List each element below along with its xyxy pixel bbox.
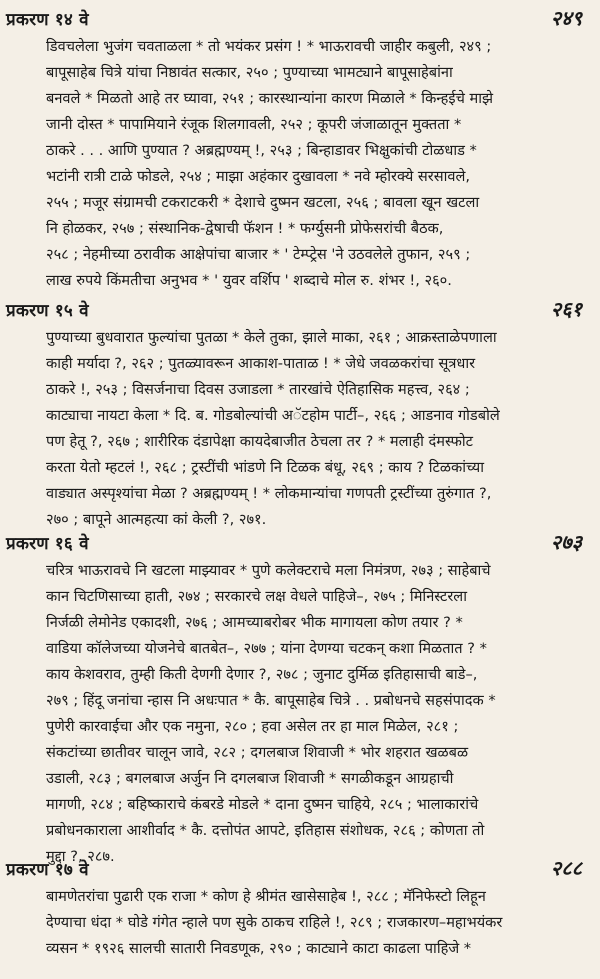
chapter-17 bbox=[6, 854, 582, 979]
summary-line: देण्याचा धंदा * घोडे गंगेत न्हाले पण सुके ठाकच राहिले !, २८९ ; राजकारण–महाभयंकर bbox=[46, 914, 503, 931]
summary-line: २५५ ; मजूर संग्रामची टकराटकरी * देशाचे दुष्मन खटला, २५६ ; बावला खून खटला bbox=[46, 194, 480, 211]
summary-line: उडाली, २८३ ; बगलबाज अर्जुन नि दगलबाज शिवाजी * सगळीकडून आग्रहाची bbox=[46, 770, 454, 787]
summary-line: बनवले * मिळतो आहे तर घ्यावा, २५१ ; कारस्थान्यांना कारण मिळाले * किन्हईचे माझे bbox=[46, 90, 494, 107]
summary-line: बापूसाहेब चित्रे यांचा निष्ठावंत सत्कार, २५० ; पुण्याच्या भामट्याने बापूसाहेबांना bbox=[46, 64, 453, 81]
chapter-title: प्रकरण १५ वे bbox=[6, 301, 89, 321]
chapter-heading bbox=[6, 295, 582, 325]
chapter-summary bbox=[6, 325, 582, 533]
summary-line: संकटांच्या छातीवर चालून जावे, २८२ ; दगलबाज शिवाजी * भोर शहरात खळबळ bbox=[46, 744, 469, 761]
chapter-page-number: २४९ bbox=[550, 6, 582, 30]
summary-line: २७० ; बापूने आत्महत्या कां केली ?, २७१. bbox=[46, 511, 267, 528]
summary-line: काट्याचा नायटा केला * दि. ब. गोडबोल्यांची अॅटहोम पार्टी–, २६६ ; आडनाव गोडबोले bbox=[46, 407, 500, 424]
chapter-title: प्रकरण १७ वे bbox=[6, 860, 89, 880]
summary-line: पण हेतू ?, २६७ ; शारीरिक दंडापेक्षा कायदेबाजीत ठेचला तर ? * मलाही दंमस्फोट bbox=[46, 433, 474, 450]
chapter-heading bbox=[6, 528, 582, 558]
summary-line: पुण्याच्या बुधवारात फुल्यांचा पुतळा * केले तुका, झाले माका, २६१ ; आक्रस्ताळेपणाला bbox=[46, 329, 497, 346]
chapter-14 bbox=[6, 4, 582, 295]
chapter-summary bbox=[6, 34, 582, 294]
summary-line: कान चिटणिसाच्या हाती, २७४ ; सरकारचे लक्ष वेधले पाहिजे–, २७५ ; मिनिस्टरला bbox=[46, 588, 467, 605]
chapter-page-number: २८८ bbox=[550, 856, 582, 880]
summary-line: ठाकरे !, २५३ ; विसर्जनाचा दिवस उजाडला * तारखांचे ऐतिहासिक महत्त्व, २६४ ; bbox=[46, 381, 470, 398]
summary-line: पुणेरी कारवाईचा और एक नमुना, २८० ; हवा असेल तर हा माल मिळेल, २८१ ; bbox=[46, 718, 459, 735]
summary-line: चरित्र भाऊरावचे नि खटला माझ्यावर * पुणे कलेक्टराचे मला निमंत्रण, २७३ ; साहेबाचे bbox=[46, 562, 491, 579]
chapter-heading bbox=[6, 854, 582, 884]
summary-line: वाडिया कॉलेजच्या योजनेचे बातबेत–, २७७ ; यांना देणग्या चटकन् कशा मिळतात ? * bbox=[46, 640, 487, 657]
summary-line: भटांनी रात्री टाळे फोडले, २५४ ; माझा अहंकार दुखावला * नवे म्होरक्ये सरसावले, bbox=[46, 168, 471, 185]
summary-line: व्यसन * १९२६ सालची सातारी निवडणूक, २९० ; काट्याने काटा काढला पाहिजे * bbox=[46, 940, 472, 957]
summary-line: मुद्दा ?, २८७. bbox=[46, 848, 115, 865]
summary-line: बामणेतरांचा पुढारी एक राजा * कोण हे श्रीमंत खासेसाहेब !, २८८ ; मॅनिफेस्टो लिहून bbox=[46, 888, 486, 905]
summary-line: लाख रुपये किंमतीचा अनुभव * ' युवर वर्शिप ' शब्दाचे मोल रु. शंभर !, २६०. bbox=[46, 272, 452, 289]
chapter-heading bbox=[6, 4, 582, 34]
summary-line: निर्जळी लेमोनेड एकादशी, २७६ ; आमच्याबरोबर भीक मागायला कोण तयार ? * bbox=[46, 614, 463, 631]
summary-line: जानी दोस्त * पापामियाने रंजूक शिलगावली, २५२ ; कूपरी जंजाळातून मुक्तता * bbox=[46, 116, 462, 133]
summary-line: नि होळकर, २५७ ; संस्थानिक-द्वेषाची फॅशन ! * फर्ग्युसनी प्रोफेसरांची बैठक, bbox=[46, 220, 444, 237]
summary-line: प्रबोधनकाराला आशीर्वाद * कै. दत्तोपंत आपटे, इतिहास संशोधक, २८६ ; कोणता तो bbox=[46, 822, 485, 839]
chapter-15 bbox=[6, 295, 582, 528]
summary-line: २५८ ; नेहमीच्या ठरावीक आक्षेपांचा बाजार * ' टेम्प्ट्रेस 'ने उठवलेले तुफान, २५९ ; bbox=[46, 246, 471, 263]
summary-line: मागणी, २८४ ; बहिष्काराचे कंबरडे मोडले * दाना दुष्मन चाहिये, २८५ ; भालाकारांचे bbox=[46, 796, 479, 813]
summary-line: ठाकरे . . . आणि पुण्यात ? अब्रह्मण्यम् !, २५३ ; बिन्हाडावर भिक्षुकांची टोळधाड * bbox=[46, 142, 477, 159]
summary-line: काही मर्यादा ?, २६२ ; पुतळ्यावरून आकाश-पाताळ ! * जेधे जवळकरांचा सूत्रधार bbox=[46, 355, 476, 372]
chapter-title: प्रकरण १४ वे bbox=[6, 10, 89, 30]
summary-line: २७९ ; हिंदू जनांचा न्हास नि अधःपात * कै. बापूसाहेब चित्रे . . प्रबोधनचे सहसंपादक * bbox=[46, 692, 496, 709]
summary-line: करता येतो म्हटलं !, २६८ ; ट्रस्टींची भांडणे नि टिळक बंधू, २६९ ; काय ? टिळकांच्या bbox=[46, 459, 484, 476]
chapter-16 bbox=[6, 528, 582, 865]
chapter-summary bbox=[6, 558, 582, 870]
summary-line: काय केशवराव, तुम्ही किती देणगी देणार ?, २७८ ; जुनाट दुर्मिळ इतिहासाची बाडे–, bbox=[46, 666, 478, 683]
chapter-title: प्रकरण १६ वे bbox=[6, 534, 89, 554]
summary-line: वाड्यात अस्पृश्यांचा मेळा ? अब्रह्मण्यम् ! * लोकमान्यांचा गणपती ट्रस्टींच्या तुरुंगात ?, bbox=[46, 485, 492, 502]
chapter-page-number: २६१ bbox=[550, 297, 582, 321]
chapter-page-number: २७३ bbox=[550, 530, 582, 554]
summary-line: डिवचलेला भुजंग चवताळला * तो भयंकर प्रसंग ! * भाऊरावची जाहीर कबुली, २४९ ; bbox=[46, 38, 492, 55]
chapter-summary bbox=[6, 884, 582, 962]
